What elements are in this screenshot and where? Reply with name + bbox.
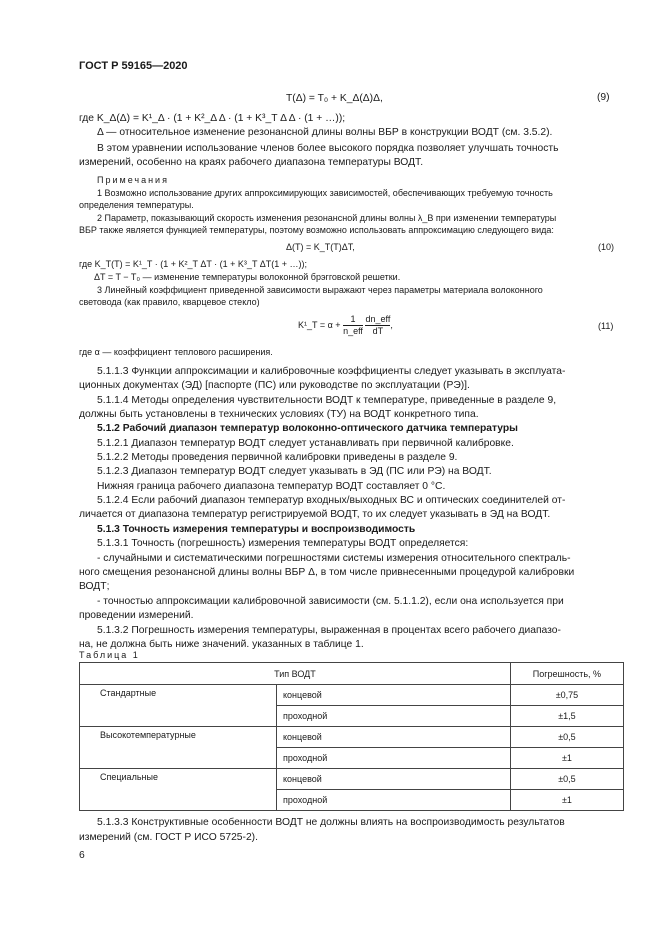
para-line: ционных документах (ЭД) [паспорте (ПС) или руководстве по эксплуатации (РЭ)]. bbox=[79, 380, 470, 391]
para-line: 5.1.2.3 Диапазон температур ВОДТ следует указывать в ЭД (ПС или РЭ) на ВОДТ. bbox=[97, 466, 492, 477]
para-line: ВОДТ; bbox=[79, 581, 110, 592]
note-line: 2 Параметр, показывающий скорость изменения резонансной длины волны λ_B при изменении температуры bbox=[97, 213, 557, 223]
para-line: 5.1.2.4 Если рабочий диапазон температур входных/выходных ВС и оптических соединителей от- bbox=[97, 495, 566, 506]
body-line: измерений, особенно на краях рабочего диапазона температуры ВОДТ. bbox=[79, 157, 424, 168]
note-line: ΔT = T − T₀ — изменение температуры волоконной брэгговской решетки. bbox=[94, 272, 401, 282]
equation-11-number: (11) bbox=[598, 321, 614, 331]
fraction-dneff-dT bbox=[365, 314, 390, 337]
section-heading: 5.1.3 Точность измерения температуры и воспроизводимость bbox=[97, 524, 416, 535]
para-line: ного смещения резонансной длины волны ВБР Δ, в том числе привнесенными процедурой калибровки bbox=[79, 567, 575, 578]
fraction-1-over-neff bbox=[343, 314, 363, 337]
fraction-denominator: dT bbox=[365, 325, 390, 337]
group-name: Высокотемпературные bbox=[80, 727, 277, 769]
body-line: Δ — относительное изменение резонансной длины волны ВБР в конструкции ВОДТ (см. 3.5.2). bbox=[97, 127, 553, 138]
para-line: - случайными и систематическими погрешностями системы измерения относительного спектраль- bbox=[97, 553, 571, 564]
note-line: определения температуры. bbox=[79, 200, 194, 210]
error-value: ±0,5 bbox=[510, 769, 623, 790]
para-line: Нижняя граница рабочего диапазона температур ВОДТ составляет 0 °С. bbox=[97, 481, 446, 492]
page-number: 6 bbox=[79, 850, 85, 861]
equation-11: K¹_T = α + $\frac{1}{\text{n\_eff}}$ $\frac{\text{dn\_eff}}{dT}$ , bbox=[298, 314, 393, 336]
error-value: ±1 bbox=[510, 748, 623, 769]
para-line: 5.1.3.2 Погрешность измерения температуры, выраженная в процентах всего рабочего диапазо- bbox=[97, 625, 561, 636]
para-line: на, не должна быть ниже значений. указанных в таблице 1. bbox=[79, 639, 364, 650]
equation-9: T(Δ) = T₀ + K_Δ(Δ)Δ, bbox=[286, 93, 383, 104]
para-line: 5.1.1.4 Методы определения чувствительности ВОДТ к температуре, приведенные в разделе 9, bbox=[97, 395, 557, 406]
error-value: ±1 bbox=[510, 790, 623, 811]
equation-10: Δ(T) = K_T(T)ΔT, bbox=[286, 242, 355, 252]
para-line: 5.1.3.3 Конструктивные особенности ВОДТ не должны влиять на воспроизводимость результатов bbox=[97, 817, 565, 828]
sensor-kind: концевой bbox=[277, 727, 511, 748]
sensor-kind: концевой bbox=[277, 685, 511, 706]
fraction-denominator: n_eff bbox=[343, 326, 363, 336]
error-value: ±1,5 bbox=[510, 706, 623, 727]
notes-title: Примечания bbox=[97, 175, 169, 185]
group-name: Специальные bbox=[80, 769, 277, 811]
note-line: ВБР также является функцией температуры, поэтому возможно использовать аппроксимацию следующего вида: bbox=[79, 225, 554, 235]
fraction-numerator: 1 bbox=[350, 314, 356, 324]
para-line: личается от диапазона температур регистрируемой ВОДТ, то их следует указывать в ЭД на ВОДТ. bbox=[79, 509, 551, 520]
equation-10-number: (10) bbox=[598, 242, 615, 252]
para-line: - точностью аппроксимации калибровочной зависимости (см. 5.1.1.2), если она используется при bbox=[97, 596, 564, 607]
error-value: ±0,5 bbox=[510, 727, 623, 748]
group-name: Стандартные bbox=[80, 685, 277, 727]
table-row bbox=[80, 769, 624, 790]
note-line: 3 Линейный коэффициент приведенной зависимости выражают через параметры материала волоконного bbox=[97, 285, 543, 295]
error-value: ±0,75 bbox=[510, 685, 623, 706]
fraction-numerator: dn_eff bbox=[365, 314, 391, 324]
note-line: где K_T(T) = K¹_T · (1 + K²_T ΔT · (1 + K³_T ΔT(1 + …)); bbox=[79, 259, 308, 269]
para-line: должны быть установлены в технических условиях (ТУ) на ВОДТ конкретного типа. bbox=[79, 409, 479, 420]
document-header: ГОСТ Р 59165—2020 bbox=[79, 60, 188, 72]
table-row bbox=[80, 685, 624, 706]
table-caption: Таблица 1 bbox=[79, 650, 140, 660]
accuracy-table bbox=[79, 662, 624, 811]
table-row bbox=[80, 727, 624, 748]
table-header-row bbox=[80, 663, 624, 685]
sensor-kind: проходной bbox=[277, 790, 511, 811]
section-heading: 5.1.2 Рабочий диапазон температур волоконно-оптического датчика температуры bbox=[97, 423, 518, 434]
column-header-type: Тип ВОДТ bbox=[80, 663, 511, 685]
column-header-error: Погрешность, % bbox=[510, 663, 623, 685]
equation-11-lhs: K¹_T = α + bbox=[298, 319, 341, 330]
equation-9-number: (9) bbox=[597, 92, 610, 103]
para-line: измерений (см. ГОСТ Р ИСО 5725-2). bbox=[79, 832, 258, 843]
para-line: 5.1.3.1 Точность (погрешность) измерения температуры ВОДТ определяется: bbox=[97, 538, 469, 549]
para-line: 5.1.1.3 Функции аппроксимации и калибровочные коэффициенты следует указывать в эксплуата- bbox=[97, 366, 566, 377]
sensor-kind: проходной bbox=[277, 748, 511, 769]
sensor-kind: проходной bbox=[277, 706, 511, 727]
sensor-kind: концевой bbox=[277, 769, 511, 790]
para-line: 5.1.2.1 Диапазон температур ВОДТ следует устанавливать при первичной калибровке. bbox=[97, 438, 514, 449]
note-line: световода (как правило, кварцевое стекло) bbox=[79, 297, 260, 307]
note-line: 1 Возможно использование других аппроксимирующих зависимостей, обеспечивающих требуемую точность bbox=[97, 188, 553, 198]
note-line: где α — коэффициент теплового расширения. bbox=[79, 347, 273, 357]
para-line: 5.1.2.2 Методы проведения первичной калибровки приведены в разделе 9. bbox=[97, 452, 458, 463]
body-line: где K_Δ(Δ) = K¹_Δ · (1 + K²_Δ Δ · (1 + K³_T Δ Δ · (1 + …)); bbox=[79, 113, 346, 124]
body-line: В этом уравнении использование членов более высокого порядка позволяет улучшать точность bbox=[97, 143, 559, 154]
para-line: проведении измерений. bbox=[79, 610, 194, 621]
